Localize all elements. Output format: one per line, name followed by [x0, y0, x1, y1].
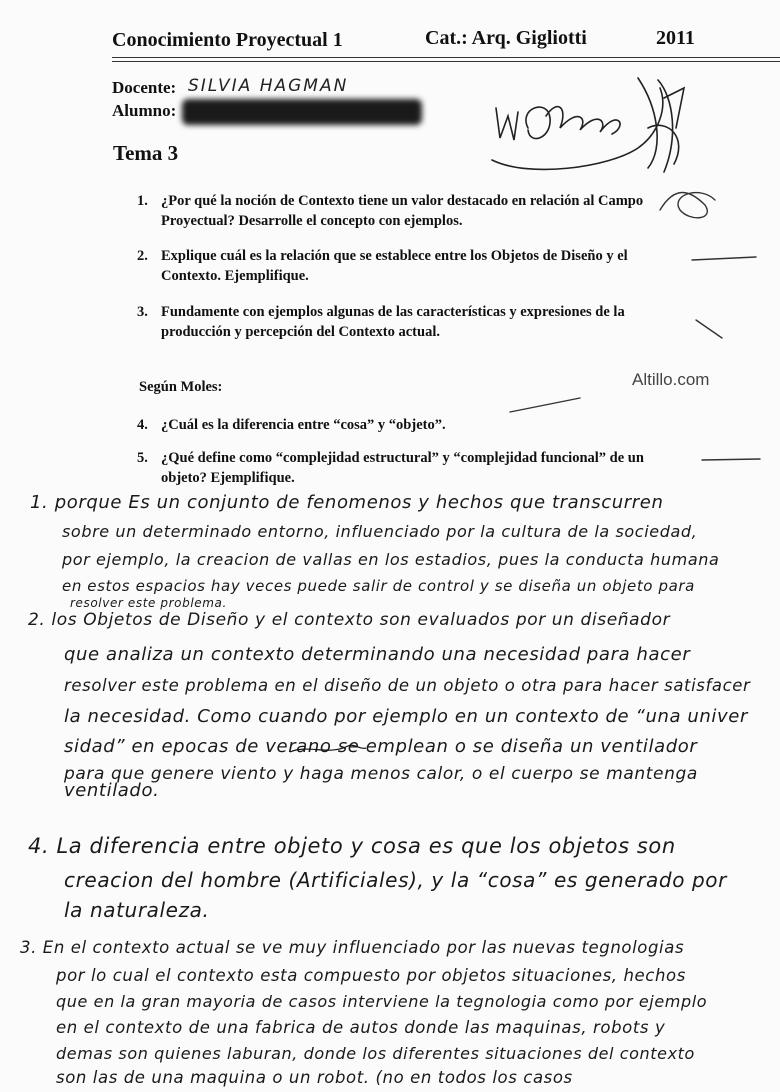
question-number: 5. — [137, 450, 148, 466]
question-number: 3. — [137, 304, 148, 320]
header-rule-2 — [112, 61, 780, 62]
question-text: ¿Qué define como “complejidad estructural” y “complejidad funcional” de un objeto? Ejemplifique. — [161, 450, 644, 486]
redacted-name — [182, 99, 422, 125]
moles-heading: Según Moles: — [139, 379, 223, 395]
answer-4-line: creacion del hombre (Artificiales), y la “cosa” es generado por — [64, 868, 727, 892]
tema-heading: Tema 3 — [113, 141, 179, 165]
answer-4-line: 4. La diferencia entre objeto y cosa es que los objetos son — [28, 834, 676, 858]
question-text: ¿Cuál es la diferencia entre “cosa” y “objeto”. — [161, 417, 446, 433]
docente-label: Docente: — [112, 78, 177, 97]
header-rule — [112, 57, 780, 58]
answer-3-line: que en la gran mayoria de casos interviene la tegnologia como por ejemplo — [56, 992, 708, 1011]
alumno-label: Alumno: — [112, 101, 177, 120]
question-5 — [137, 448, 697, 488]
answer-3-line: en el contexto de una fabrica de autos donde las maquinas, robots y — [56, 1018, 666, 1037]
answer-2-line: sidad” en epocas de verano se emplean o se diseña un ventilador — [64, 736, 698, 757]
course-title: Conocimiento Proyectual 1 — [112, 29, 343, 51]
answer-1-line: resolver este problema. — [70, 596, 227, 610]
pen-marks — [500, 180, 780, 480]
answer-1-line: por ejemplo, la creacion de vallas en los estadios, pues la conducta humana — [62, 550, 720, 569]
answer-2-line: que analiza un contexto determinando una necesidad para hacer — [64, 644, 691, 665]
answer-1-line: en estos espacios hay veces puede salir de control y se diseña un objeto para — [62, 577, 695, 595]
answer-3-line: son las de una maquina o un robot. (no en todos los casos — [56, 1068, 573, 1087]
answer-2-line: resolver este problema en el diseño de un objeto o otra para hacer satisfacer — [64, 676, 751, 695]
question-text: Fundamente con ejemplos algunas de las características y expresiones de la producción y percepción del Contexto actual. — [161, 304, 625, 340]
answer-3-line: demas son quienes laburan, donde los diferentes situaciones del contexto — [56, 1044, 695, 1063]
question-text: Explique cuál es la relación que se establece entre los Objetos de Diseño y el Contexto. Ejemplifique. — [161, 248, 628, 284]
chair-name: Cat.: Arq. Gigliotti — [425, 27, 587, 49]
signature — [488, 68, 710, 180]
answer-3-line: 3. En el contexto actual se ve muy influenciado por las nuevas tegnologias — [20, 938, 685, 957]
question-number: 2. — [137, 248, 148, 264]
question-4 — [137, 415, 657, 435]
answer-1-line: sobre un determinado entorno, influenciado por la cultura de la sociedad, — [62, 522, 698, 541]
answer-1-line: 1. porque Es un conjunto de fenomenos y hechos que transcurren — [30, 492, 664, 513]
question-number: 4. — [137, 417, 148, 433]
ink-scribble — [288, 738, 368, 760]
answer-2-line: ventilado. — [64, 780, 160, 801]
question-number: 1. — [137, 193, 148, 209]
docente-value: SILVIA HAGMAN — [188, 76, 349, 96]
year: 2011 — [656, 27, 695, 49]
watermark: Altillo.com — [632, 370, 710, 389]
answer-2-line: la necesidad. Como cuando por ejemplo en un contexto de “una univer — [64, 706, 748, 727]
question-text: ¿Por qué la noción de Contexto tiene un valor destacado en relación al Campo Proyectual? Desarrolle el concepto con ejemplos. — [161, 193, 644, 229]
answer-2-line: para que genere viento y haga menos calor, o el cuerpo se mantenga — [64, 764, 698, 784]
answer-3-line: por lo cual el contexto esta compuesto por objetos situaciones, hechos — [56, 966, 686, 985]
answer-4-line: la naturaleza. — [64, 898, 210, 922]
answer-2-line: 2. los Objetos de Diseño y el contexto son evaluados por un diseñador — [28, 610, 671, 630]
